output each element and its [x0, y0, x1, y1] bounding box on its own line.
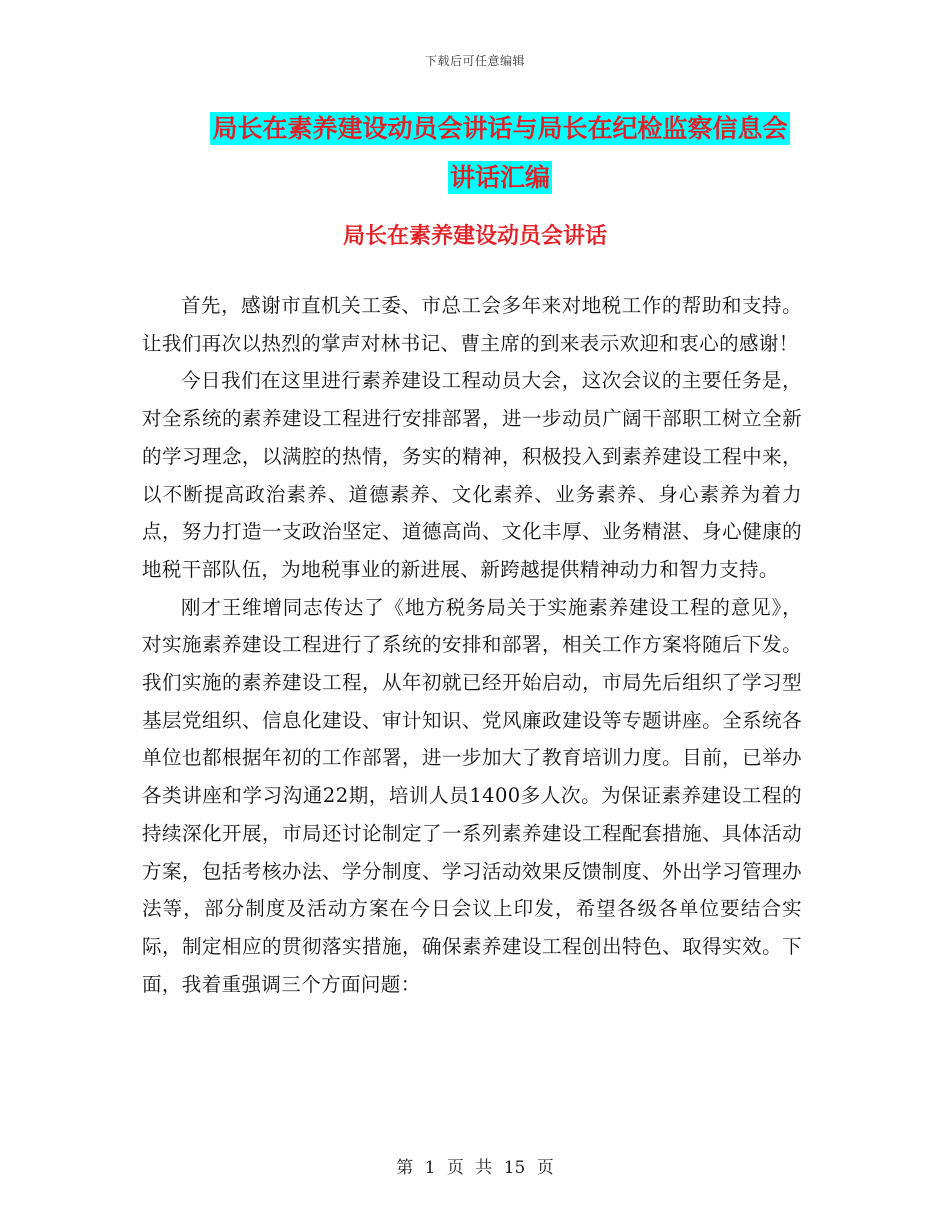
body-text — [142, 287, 802, 1003]
section-title: 局长在素养建设动员会讲话 — [342, 223, 607, 249]
paragraph-3: 刚才王维增同志传达了《地方税务局关于实施素养建设工程的意见》，对实施素养建设工程进行了系统的安排和部署，相关工作方案将随后下发。我们实施的素养建设工程，从年初就已经开始启动，市局先后组织了学习型基层党组织、信息化建设、审计知识、党风廉政建设等专题讲座。全系统各单位也都根据年初的工作部署，进一步加大了教育培训力度。目前，已举办各类讲座和学习沟通22期，培训人员1400多人次。为保证素养建设工程的持续深化开展，市局还讨论制定了一系列素养建设工程配套措施、具体活动方案，包括考核办法、学分制度、学习活动效果反馈制度、外出学习管理办法等，部分制度及活动方案在今日会议上印发，希望各级各单位要结合实际，制定相应的贯彻落实措施，确保素养建设工程创出特色、取得实效。下面，我着重强调三个方面问题： — [142, 595, 802, 996]
title-line-2: 讲话汇编 — [449, 163, 550, 192]
paragraph-1: 首先，感谢市直机关工委、市总工会多年来对地税工作的帮助和支持。让我们再次以热烈的掌声对林书记、曹主席的到来表示欢迎和衷心的感谢！ — [142, 294, 802, 355]
title-line-1: 局长在素养建设动员会讲话与局长在纪检监察信息会 — [212, 114, 788, 143]
paragraph-2: 今日我们在这里进行素养建设工程动员大会，这次会议的主要任务是，对全系统的素养建设工程进行安排部署，进一步动员广阔干部职工树立全新的学习理念，以满腔的热情，务实的精神，积极投入到素养建设工程中来，以不断提高政治素养、道德素养、文化素养、业务素养、身心素养为着力点，努力打造一支政治坚定、道德高尚、文化丰厚、业务精湛、身心健康的地税干部队伍，为地税事业的新进展、新跨越提供精神动力和智力支持。 — [142, 369, 802, 581]
document-title — [100, 104, 900, 202]
header-note: 下载后可任意编辑 — [424, 54, 525, 68]
page-number: 第 1 页 共 15 页 — [396, 1158, 554, 1178]
